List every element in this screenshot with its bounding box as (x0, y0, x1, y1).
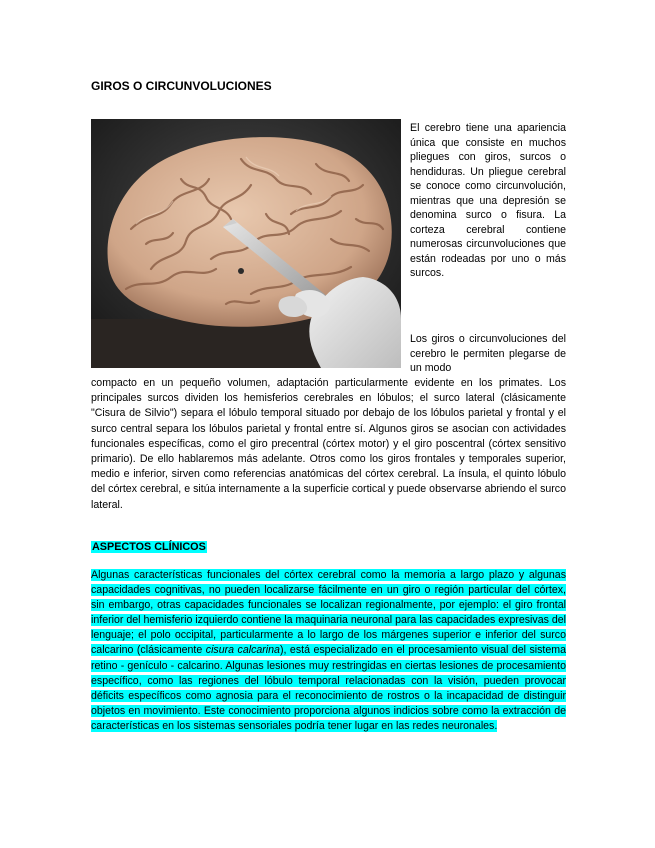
clinical-paragraph (91, 568, 566, 734)
clinical-text-part1: Algunas características funcionales del córtex cerebral como la memoria a largo plazo y algunas capacidades cognitivas, no pueden localizarse fácilmente en un giro o región particular del córtex, sin embargo, otras capacidades funcionales se localizan regionalmente, por ejemplo: el giro frontal inferior del hemisferio izquierdo contiene la maquinaria neuronal para las capacidades expresivas del lenguaje; el polo occipital, particularmente a lo largo de los márgenes superior e inferior del surco calcarino (clásicamente (91, 569, 566, 657)
intro-paragraph: El cerebro tiene una apariencia única que consiste en muchos pliegues con giros, surcos o hendiduras. Un pliegue cerebral se conoce como circunvolución, mientras que una depresión se denomina surco o fisura. La corteza cerebral contiene numerosas circunvoluciones que están rodeadas por uno o más surcos. (410, 122, 566, 279)
clinical-text-part2: ), está especializado en el procesamiento visual del sistema retino - genículo - calcarino. Algunas lesiones muy restringidas en ciertas lesiones de procesamiento específico, como las regiones del lóbulo temporal relacionadas con la visión, pueden provocar déficits específicos como agnosia para el reconocimiento de rostros o la incapacidad de distinguir objetos en movimiento. Este conocimiento proporciona algunos indicios sobre como la extracción de características en los sistemas sensoriales podría tener lugar en las redes neuronales. (91, 644, 566, 732)
page-title: GIROS O CIRCUNVOLUCIONES (91, 79, 272, 93)
clinical-heading: ASPECTOS CLÍNICOS (92, 541, 206, 553)
giros-paragraph-start: Los giros o circunvoluciones del cerebro le permiten plegarse de un modo (410, 333, 566, 374)
brain-photo (91, 119, 401, 368)
giros-paragraph-continued: compacto en un pequeño volumen, adaptación particularmente evidente en los primates. Los principales surcos dividen los hemisferios cerebrales en lóbulos; el surco lateral (clásicamente "Cisura de Silvio") separa el lóbulo temporal situado por debajo de los lóbulos parietal y frontal y el surco central separa los lóbulos parietal y frontal entre sí. Algunos giros se asocian con actividades funcionales específicas, como el giro precentral (córtex motor) y el giro poscentral (córtex sensitivo primario). De ello hablaremos más adelante. Otros como los giros frontales y temporales superior, medio e inferior, sirven como referencias anatómicas del córtex cerebral. La ínsula, el quinto lóbulo del córtex cerebral, e sitúa internamente a la superficie cortical y puede observarse abriendo el surco lateral. (91, 377, 566, 511)
brain-image (91, 119, 401, 368)
clinical-italic-term: cisura calcarina (205, 644, 280, 657)
